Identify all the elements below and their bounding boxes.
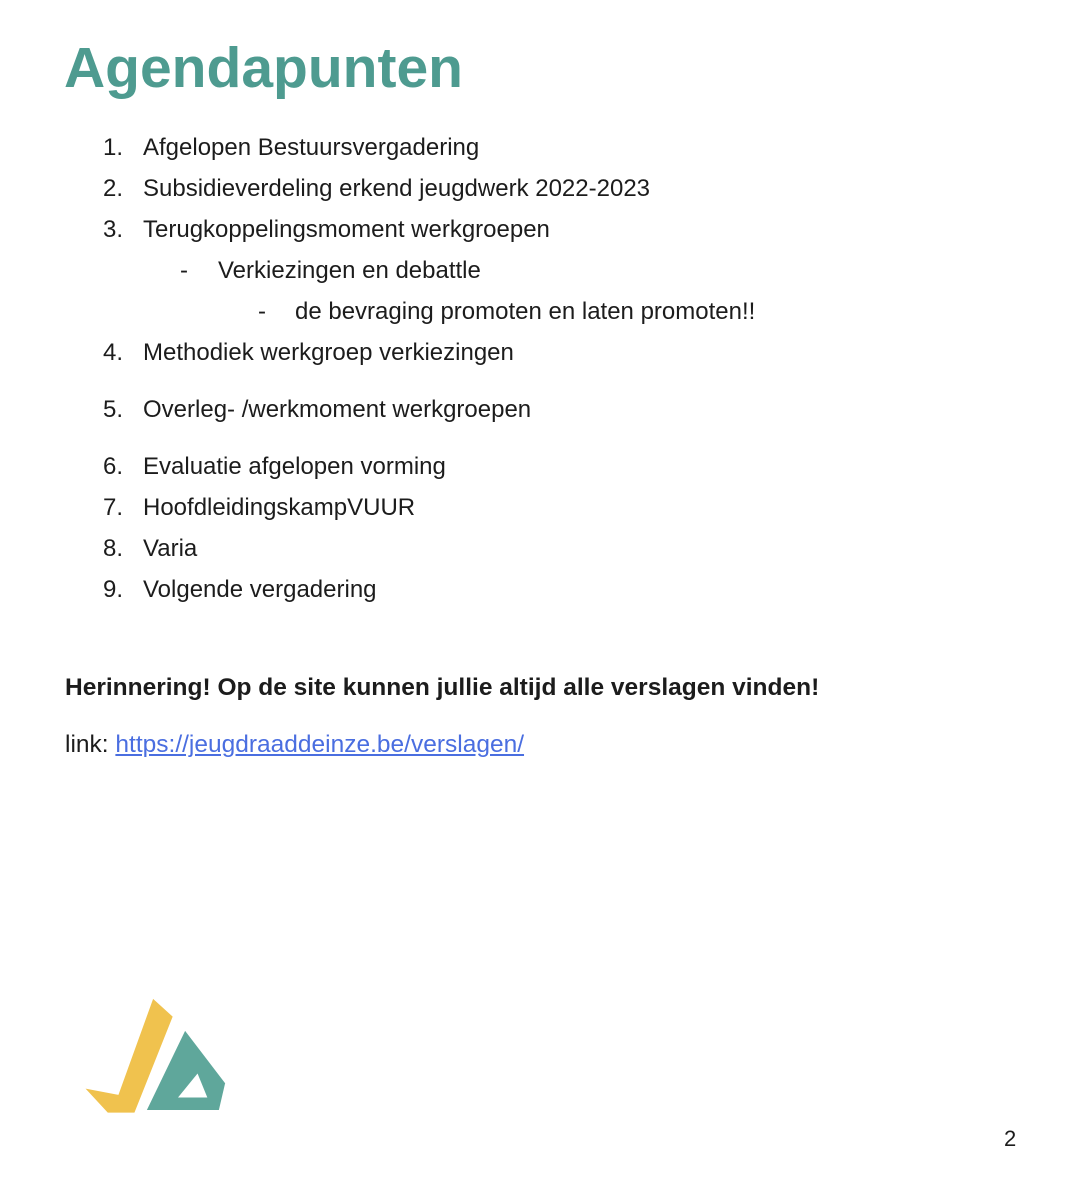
verslagen-link[interactable]: https://jeugdraaddeinze.be/verslagen/	[115, 731, 525, 758]
list-number: 6.	[103, 453, 124, 480]
agenda-item-text: Terugkoppelingsmoment werkgroepen	[143, 216, 550, 243]
agenda-item-text: Varia	[143, 535, 198, 562]
list-number: 4.	[103, 339, 124, 366]
agenda-item	[103, 487, 983, 528]
list-dash: -	[258, 298, 266, 325]
agenda-item	[103, 332, 983, 373]
agenda-subitem-text: de bevraging promoten en laten promoten!!	[295, 298, 756, 325]
agenda-item-text: Subsidieverdeling erkend jeugdwerk 2022-2023	[143, 175, 651, 202]
agenda-item-text: Volgende vergadering	[143, 576, 377, 603]
agenda-item-text: Methodiek werkgroep verkiezingen	[143, 339, 514, 366]
list-number: 1.	[103, 134, 124, 161]
agenda-item-text: Overleg- /werkmoment werkgroepen	[143, 396, 532, 423]
agenda-subitem	[103, 250, 983, 291]
agenda-item	[103, 127, 983, 168]
agenda-item-text: Evaluatie afgelopen vorming	[143, 453, 446, 480]
list-dash: -	[180, 257, 188, 284]
agenda-item-text: Afgelopen Bestuursvergadering	[143, 134, 480, 161]
agenda-item	[103, 168, 983, 209]
list-number: 3.	[103, 216, 124, 243]
list-number: 2.	[103, 175, 124, 202]
page-number: 2	[1004, 1126, 1017, 1151]
page-title: Agendapunten	[64, 36, 463, 100]
list-number: 5.	[103, 396, 124, 423]
agenda-item	[103, 446, 983, 487]
agenda-subitem	[103, 291, 983, 332]
agenda-item-text: HoofdleidingskampVUUR	[143, 494, 416, 521]
agenda-item	[103, 569, 983, 610]
list-number: 8.	[103, 535, 124, 562]
list-number: 9.	[103, 576, 124, 603]
agenda-subitem-text: Verkiezingen en debattle	[218, 257, 481, 284]
jeugdraad-deinze-logo	[74, 997, 234, 1126]
agenda-item	[103, 389, 983, 430]
link-label: link:	[65, 731, 109, 758]
list-number: 7.	[103, 494, 124, 521]
agenda-item	[103, 528, 983, 569]
agenda-list	[103, 127, 983, 610]
link-line	[65, 729, 524, 761]
reminder-text: Herinnering! Op de site kunnen jullie altijd alle verslagen vinden!	[65, 674, 820, 701]
agenda-item	[103, 209, 983, 250]
